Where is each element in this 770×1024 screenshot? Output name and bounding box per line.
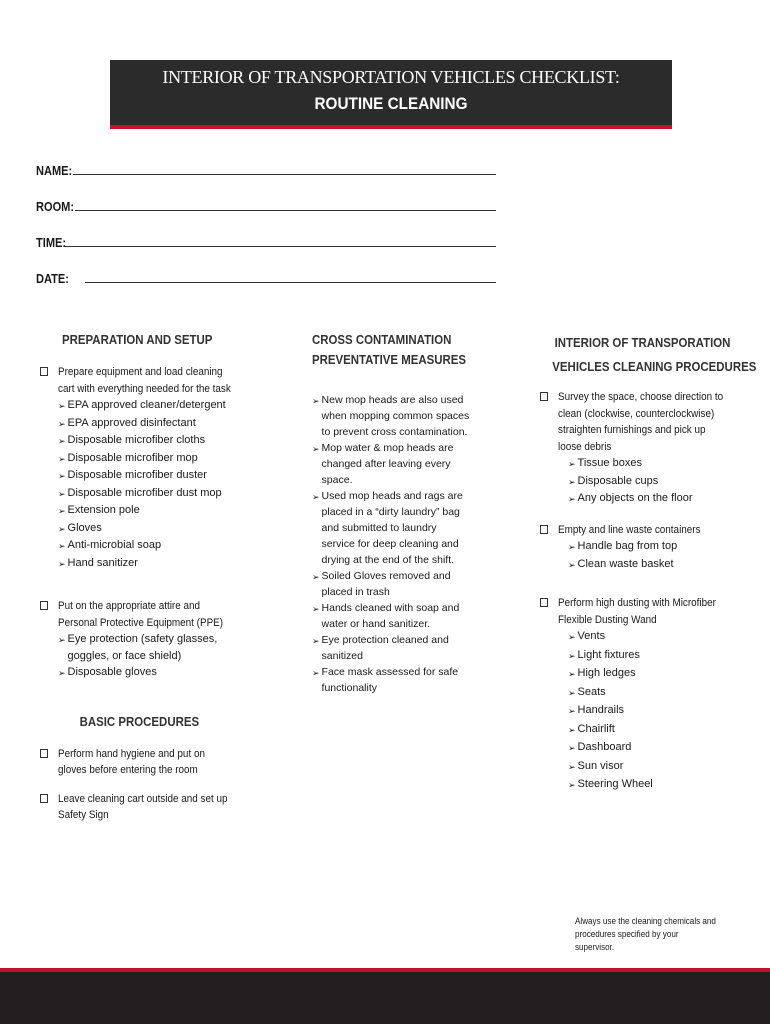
- column-preparation: [40, 330, 255, 824]
- sub-item: ➢ Eye protection (safety glasses, goggles, or face shield): [58, 633, 218, 662]
- sub-item: ➢ EPA approved disinfectant: [58, 415, 255, 433]
- sub-item: ➢ Disposable gloves: [58, 664, 255, 682]
- supervisor-note: Always use the cleaning chemicals and procedures specified by your supervisor.: [575, 916, 716, 952]
- sub-item: ➢ Handle bag from top: [568, 538, 716, 556]
- arrow-icon: ➢: [568, 494, 576, 504]
- footer-bar: [0, 972, 770, 1024]
- arrow-icon: ➢: [58, 401, 66, 411]
- checklist-item: [40, 598, 255, 682]
- checkbox[interactable]: [40, 749, 48, 758]
- arrow-icon: ➢: [58, 506, 66, 516]
- cross-contamination-title-2: PREVENTATIVE MEASURES: [312, 352, 467, 367]
- title-line-1: INTERIOR OF TRANSPORTATION VEHICLES CHECKLIST:: [162, 67, 620, 87]
- arrow-icon: ➢: [568, 706, 576, 716]
- sub-item: ➢ Hand sanitizer: [58, 555, 255, 573]
- arrow-icon: ➢: [312, 604, 320, 614]
- checkbox[interactable]: [40, 367, 48, 376]
- checklist-item: [540, 595, 745, 795]
- arrow-icon: ➢: [312, 668, 320, 678]
- measures-list: [312, 392, 472, 696]
- title-banner: [110, 60, 672, 125]
- arrow-icon: ➢: [568, 761, 576, 772]
- item-text: Prepare equipment and load cleaning cart with everything needed for the task: [58, 366, 231, 395]
- time-label: TIME:: [36, 235, 67, 250]
- sub-item: ➢ Disposable microfiber cloths: [58, 432, 255, 450]
- arrow-icon: ➢: [568, 559, 576, 570]
- item-text: Empty and line waste containers: [558, 523, 701, 536]
- sub-item: ➢ Disposable microfiber dust mop: [58, 485, 255, 503]
- sub-list: [558, 628, 745, 795]
- basic-procedures-title: BASIC PROCEDURES: [79, 713, 200, 729]
- sub-list: [558, 538, 716, 573]
- arrow-icon: ➢: [58, 541, 66, 551]
- date-line[interactable]: [85, 281, 496, 283]
- sub-item: ➢ Steering Wheel: [568, 776, 745, 795]
- name-line[interactable]: [73, 173, 496, 175]
- sub-item: ➢ High ledges: [568, 665, 745, 684]
- sub-item: ➢ Disposable microfiber duster: [58, 467, 255, 485]
- cross-contamination-title-1: CROSS CONTAMINATION: [312, 332, 452, 347]
- sub-item: ➢ Vents: [568, 628, 745, 647]
- arrow-icon: ➢: [312, 492, 320, 502]
- arrow-icon: ➢: [312, 444, 320, 454]
- list-item: ➢ Hands cleaned with soap and water or hand sanitizer.: [312, 602, 460, 630]
- sub-item: ➢ Clean waste basket: [568, 556, 716, 574]
- checkbox[interactable]: [540, 392, 548, 401]
- sub-item: ➢ Any objects on the floor: [568, 490, 745, 508]
- list-item: ➢ Used mop heads and rags are placed in a “dirty laundry” bag and submitted to laundry service for deep cleaning and drying at the end of the shift.: [312, 490, 463, 566]
- arrow-icon: ➢: [58, 668, 66, 678]
- sub-item: ➢ Chairlift: [568, 721, 745, 740]
- date-field[interactable]: [36, 266, 496, 286]
- item-text: Put on the appropriate attire and Personal Protective Equipment (PPE): [58, 600, 224, 629]
- sub-item: ➢ Anti-microbial soap: [58, 537, 255, 555]
- list-item: ➢ Face mask assessed for safe functionality: [312, 666, 459, 694]
- name-field[interactable]: [36, 158, 496, 178]
- arrow-icon: ➢: [58, 471, 66, 481]
- arrow-icon: ➢: [568, 780, 576, 790]
- date-label: DATE:: [36, 271, 69, 286]
- sub-item: ➢ Handrails: [568, 702, 745, 721]
- arrow-icon: ➢: [568, 542, 576, 552]
- sub-item: ➢ Tissue boxes: [568, 455, 745, 473]
- room-line[interactable]: [75, 209, 496, 211]
- arrow-icon: ➢: [58, 558, 66, 569]
- sub-list: [58, 631, 255, 682]
- arrow-icon: ➢: [568, 650, 576, 661]
- sub-item: ➢ Seats: [568, 684, 745, 703]
- time-field[interactable]: [36, 230, 496, 250]
- item-text: Perform high dusting with Microfiber Flexible Dusting Wand: [558, 597, 716, 626]
- arrow-icon: ➢: [312, 572, 320, 582]
- checkbox[interactable]: [40, 794, 48, 803]
- vehicle-cleaning-title-1: INTERIOR OF TRANSPORATION: [554, 335, 731, 350]
- sub-item: ➢ Dashboard: [568, 739, 745, 758]
- item-text: Leave cleaning cart outside and set up Safety Sign: [58, 792, 228, 821]
- title-accent-bar: [110, 125, 672, 129]
- checklist-item: [40, 746, 255, 779]
- arrow-icon: ➢: [58, 488, 66, 499]
- checklist-item: [40, 791, 255, 824]
- name-label: NAME:: [36, 163, 73, 178]
- item-text: Perform hand hygiene and put on gloves before entering the room: [58, 747, 205, 776]
- checklist-item: [40, 364, 255, 572]
- sub-item: ➢ Disposable cups: [568, 473, 745, 491]
- arrow-icon: ➢: [58, 453, 66, 464]
- arrow-icon: ➢: [568, 687, 576, 698]
- room-label: ROOM:: [36, 199, 75, 214]
- checkbox[interactable]: [540, 598, 548, 607]
- arrow-icon: ➢: [58, 436, 66, 446]
- sub-item: ➢ EPA approved cleaner/detergent: [58, 397, 255, 415]
- sub-item: ➢ Sun visor: [568, 758, 745, 777]
- vehicle-cleaning-title-2: VEHICLES CLEANING PROCEDURES: [552, 359, 757, 374]
- sub-item: ➢ Extension pole: [58, 502, 255, 520]
- checkbox[interactable]: [40, 601, 48, 610]
- preparation-title: PREPARATION AND SETUP: [62, 332, 213, 347]
- arrow-icon: ➢: [58, 523, 66, 534]
- arrow-icon: ➢: [568, 476, 576, 487]
- arrow-icon: ➢: [58, 635, 66, 645]
- sub-item: ➢ Disposable microfiber mop: [58, 450, 255, 468]
- arrow-icon: ➢: [568, 724, 576, 735]
- checkbox[interactable]: [540, 525, 548, 534]
- list-item: ➢ Mop water & mop heads are changed after leaving every space.: [312, 442, 454, 486]
- column-vehicle-cleaning: [540, 330, 757, 795]
- list-item: ➢ Soiled Gloves removed and placed in trash: [312, 570, 451, 598]
- item-text: Survey the space, choose direction to clean (clockwise, counterclockwise) straighten furnishings and pick up loose debris: [558, 391, 724, 453]
- checklist-item: [540, 522, 745, 574]
- arrow-icon: ➢: [568, 669, 576, 679]
- arrow-icon: ➢: [568, 459, 576, 469]
- sub-item: ➢ Light fixtures: [568, 647, 745, 666]
- arrow-icon: ➢: [568, 632, 576, 642]
- title-line-2: ROUTINE CLEANING: [314, 94, 468, 113]
- list-item: ➢ New mop heads are also used when mopping common spaces to prevent cross contamination.: [312, 394, 470, 438]
- sub-list: [58, 397, 255, 572]
- room-field[interactable]: [36, 194, 496, 214]
- sub-list: [558, 455, 745, 508]
- list-item: ➢ Eye protection cleaned and sanitized: [312, 634, 449, 662]
- checklist-item: [540, 389, 745, 508]
- column-cross-contamination: [312, 330, 472, 696]
- arrow-icon: ➢: [312, 396, 320, 406]
- time-line[interactable]: [65, 245, 496, 247]
- arrow-icon: ➢: [312, 636, 320, 646]
- sub-item: ➢ Gloves: [58, 520, 255, 538]
- arrow-icon: ➢: [58, 418, 66, 429]
- arrow-icon: ➢: [568, 743, 576, 753]
